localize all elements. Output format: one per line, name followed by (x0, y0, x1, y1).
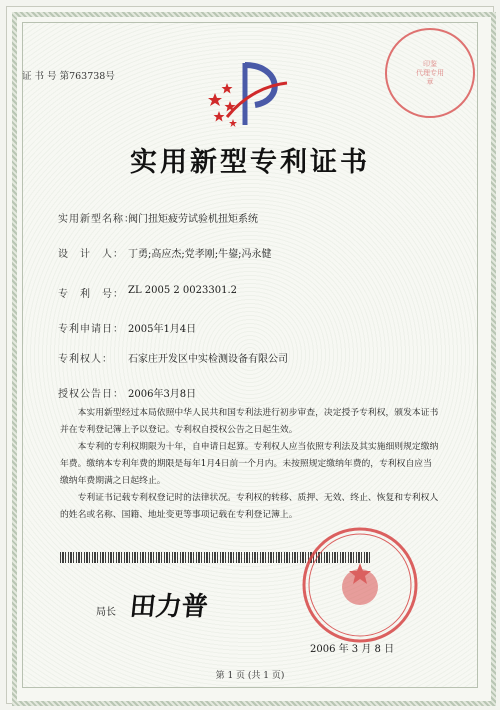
field-label-patent-no: 专 利 号： (58, 289, 124, 300)
field-value-designer: 丁勇;高应杰;党孝刚;牛鋆;冯永健 (128, 249, 272, 260)
field-label-holder: 专利权人： (58, 354, 113, 365)
field-value-grant-date: 2006年3月8日 (128, 389, 197, 400)
body-paragraph: 本实用新型经过本局依照中华人民共和国专利法进行初步审查，决定授予专利权，颁发本证书并在专利登记簿上予以登记。专利权自授权公告之日起生效。 (60, 408, 439, 435)
certificate-number: 证 书 号 第763738号 (22, 71, 115, 82)
director-label: 局长 (96, 607, 116, 618)
certificate-title: 实用新型专利证书 (130, 147, 370, 178)
director-signature: 田力普 (128, 592, 210, 622)
field-label-name: 实用新型名称： (58, 214, 135, 225)
field-value-apply-date: 2005年1月4日 (128, 324, 197, 335)
agency-seal: 印鉴 代理专用章 (385, 28, 475, 118)
field-value-holder: 石家庄开发区中实检测设备有限公司 (128, 354, 288, 365)
field-label-apply-date: 专利申请日： (58, 324, 124, 335)
national-seal (300, 525, 420, 645)
certificate-body (60, 405, 440, 524)
field-value-patent-no: ZL 2005 2 0023301.2 (128, 285, 238, 296)
field-label-grant-date: 授权公告日： (58, 389, 124, 400)
page-number: 第 1 页 (共 1 页) (215, 671, 285, 681)
patent-office-logo (205, 55, 295, 135)
field-value-name: 阀门扭矩疲劳试验机扭矩系统 (128, 214, 258, 225)
signing-date: 2006 年 3 月 8 日 (310, 644, 395, 655)
body-paragraph: 本专利的专利权期限为十年，自申请日起算。专利权人应当依照专利法及其实施细则规定缴纳年费。缴纳本专利年费的期限是每年1月4日前一个月内。未按照规定缴纳年费的，专利权自应当缴纳年费期满之日起终止。 (60, 442, 439, 486)
field-label-designer: 设 计 人： (58, 249, 124, 260)
body-paragraph: 专利证书记载专利权登记时的法律状况。专利权的转移、质押、无效、终止、恢复和专利权人的姓名或名称、国籍、地址变更等事项记载在专利登记簿上。 (60, 493, 439, 520)
